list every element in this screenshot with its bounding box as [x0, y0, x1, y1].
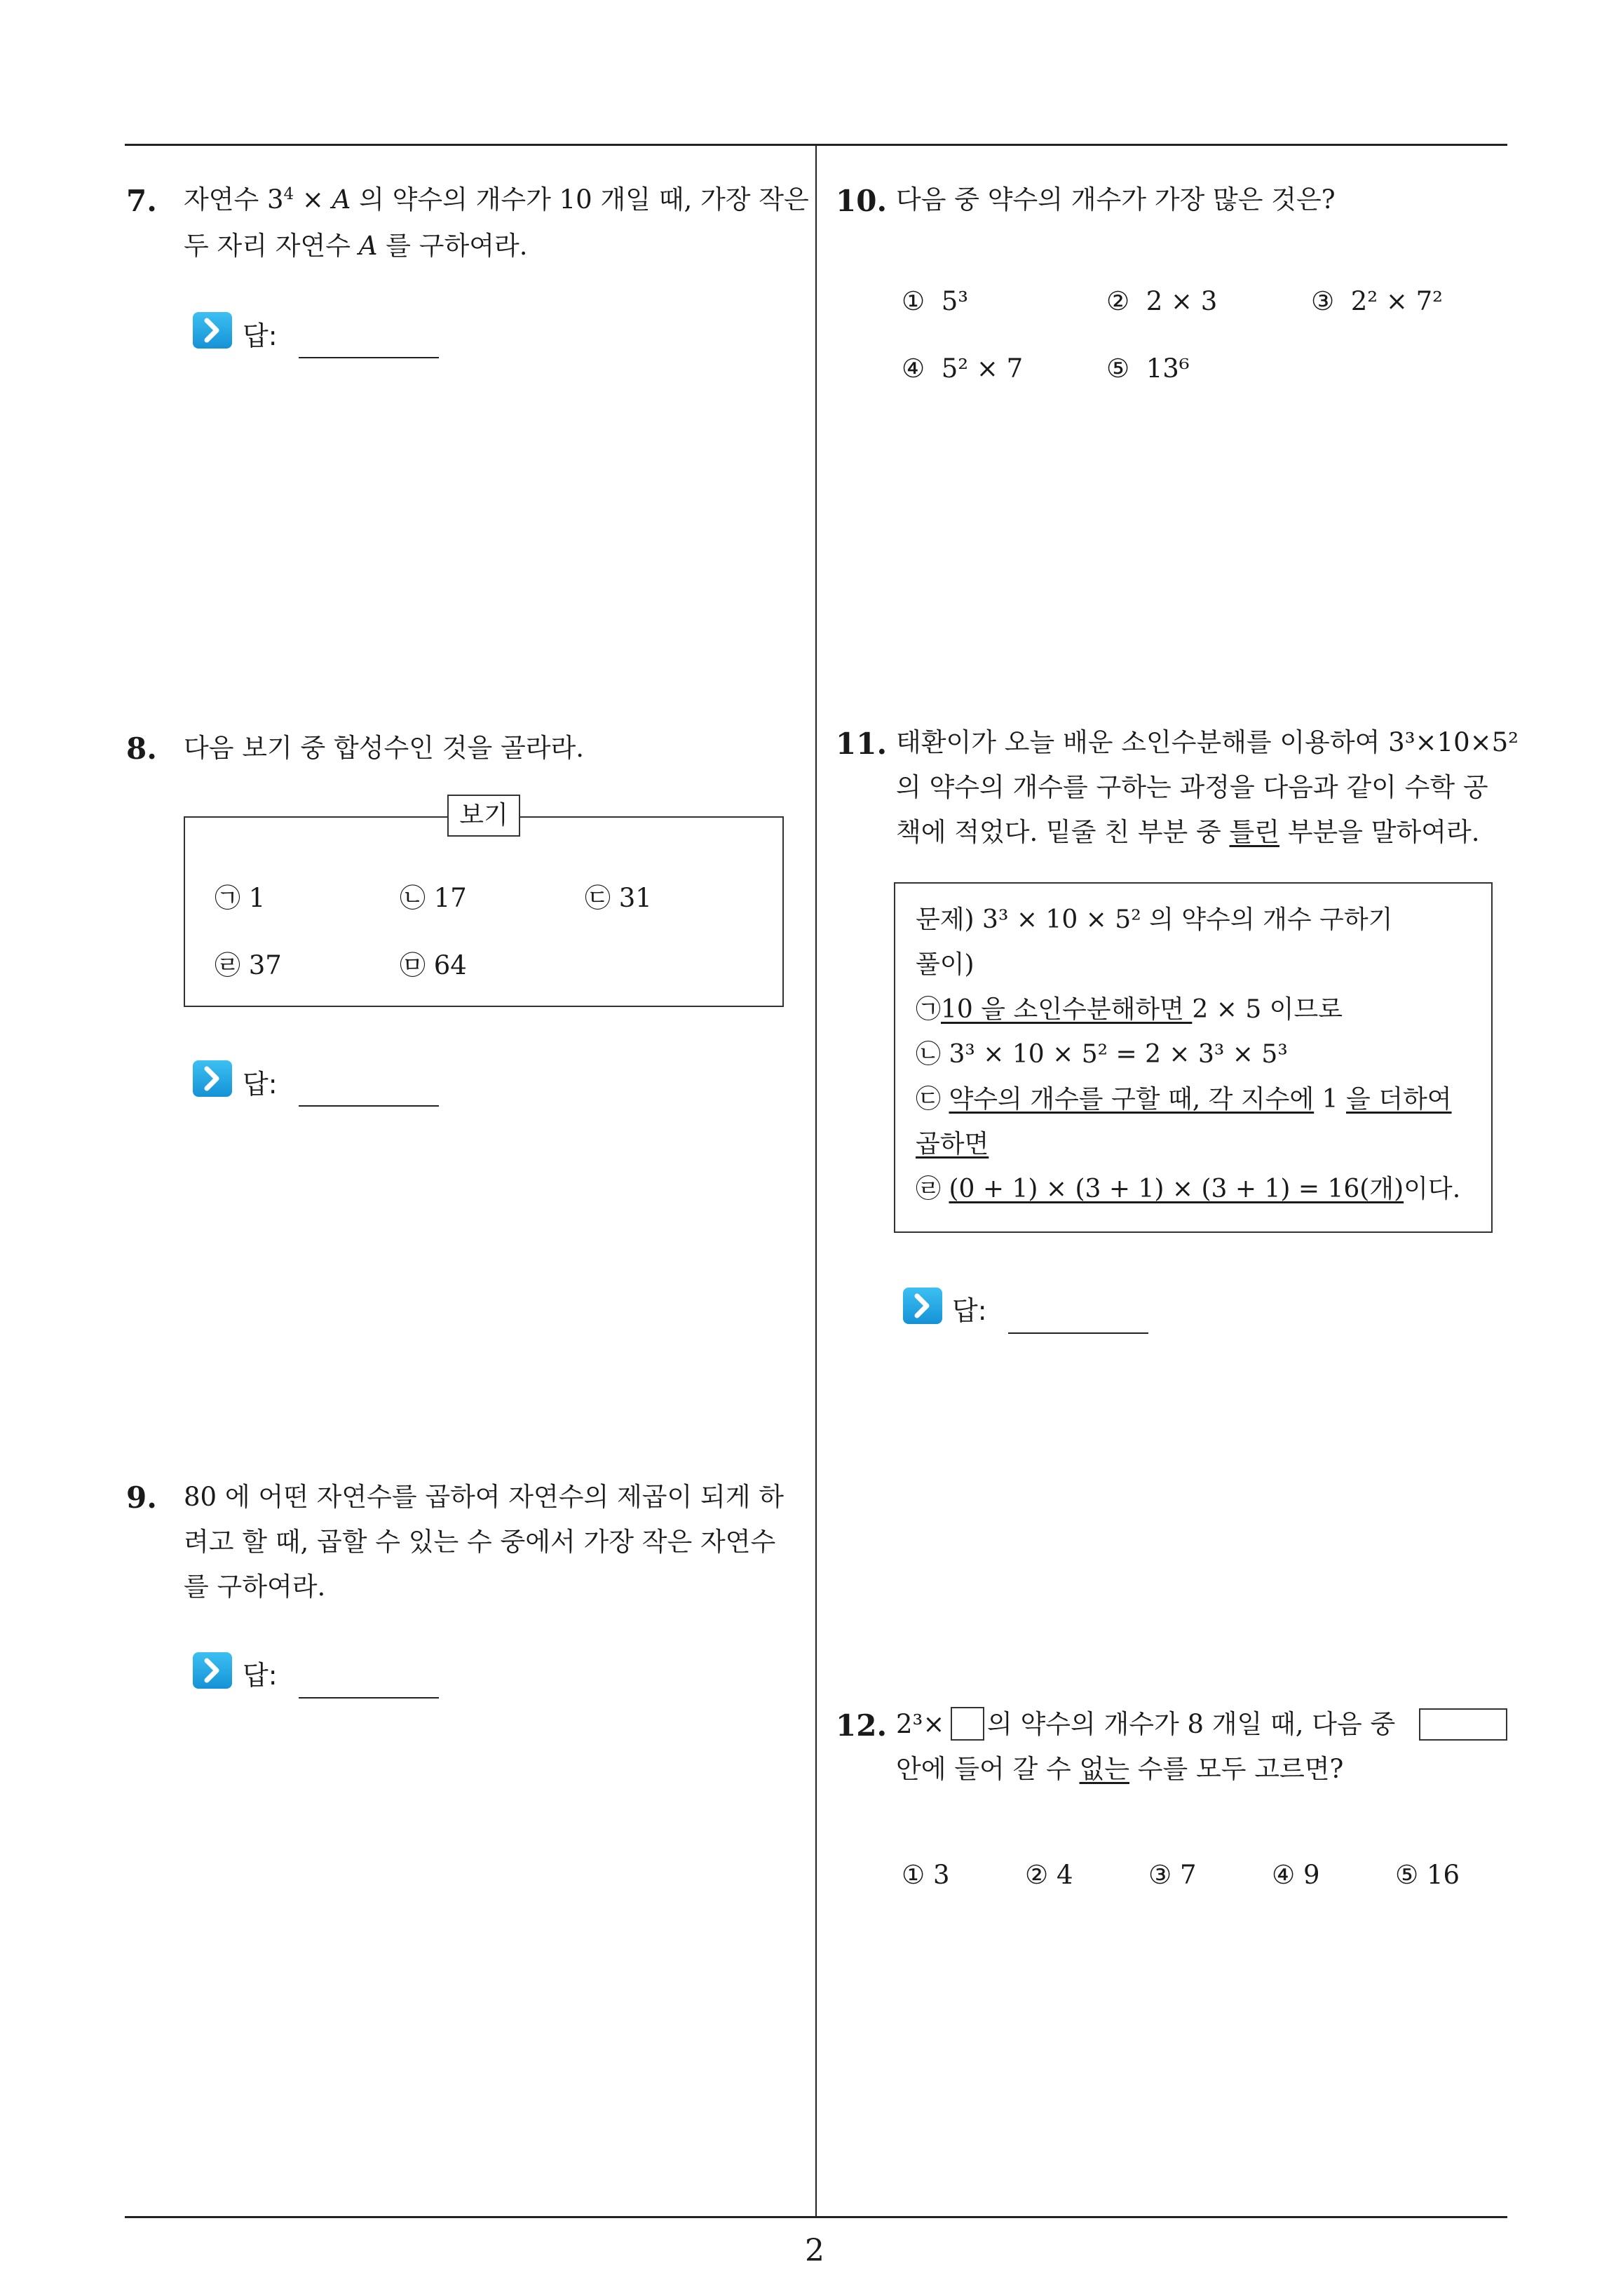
column-divider: [815, 145, 817, 2217]
solution-line-1: 문제) 3³ × 10 × 5² 의 약수의 개수 구하기: [916, 905, 1393, 934]
solution-line-2: 풀이): [916, 950, 975, 979]
solution-line-4: ㉡ 3³ × 10 × 5² = 2 × 3³ × 5³: [916, 1040, 1288, 1069]
question-text-line-1-rest: 의 약수의 개수가 8 개일 때, 다음 중: [987, 1709, 1396, 1739]
question-number: 11.: [836, 727, 888, 761]
bottom-rule: [125, 2216, 1507, 2218]
example-item-5: ㉤ 64: [400, 950, 467, 980]
option-1[interactable]: ① 5³: [902, 286, 969, 316]
example-item-3: ㉢ 31: [585, 883, 652, 913]
solution-line-3: ㉠10 을 소인수분해하면 2 × 5 이므로: [916, 995, 1343, 1024]
question-text-line-1: 2³×: [896, 1709, 945, 1739]
question-text: 다음 보기 중 합성수인 것을 골라라.: [184, 733, 584, 763]
solution-line-5: ㉢ 약수의 개수를 구할 때, 각 지수에 1 을 더하여: [916, 1085, 1452, 1114]
question-number: 12.: [836, 1708, 888, 1743]
option-3[interactable]: ③ 2² × 7²: [1311, 286, 1443, 316]
option-5[interactable]: ⑤ 16: [1395, 1860, 1460, 1890]
answer-blank[interactable]: [299, 1697, 439, 1699]
question-text-line-2: 안에 들어 갈 수 없는 수를 모두 고르면?: [896, 1754, 1344, 1784]
question-number: 7.: [126, 184, 157, 218]
solution-line-6: 곱하면: [916, 1130, 989, 1159]
question-text-line-2: 려고 할 때, 곱할 수 있는 수 중에서 가장 작은 자연수: [184, 1527, 776, 1557]
option-4[interactable]: ④ 9: [1272, 1860, 1320, 1890]
answer-label: 답:: [952, 1295, 987, 1326]
option-2[interactable]: ② 2 × 3: [1106, 286, 1218, 316]
question-text: 다음 중 약수의 개수가 가장 많은 것은?: [896, 184, 1336, 215]
answer-label: 답:: [243, 1660, 278, 1691]
blank-rect-box: [1419, 1708, 1507, 1741]
question-number: 8.: [126, 731, 157, 766]
blank-square-box: [951, 1707, 984, 1741]
question-number: 9.: [126, 1480, 157, 1515]
question-text-line-1: 80 에 어떤 자연수를 곱하여 자연수의 제곱이 되게 하: [184, 1482, 785, 1512]
option-1[interactable]: ① 3: [902, 1860, 950, 1890]
answer-blank[interactable]: [299, 357, 439, 358]
question-text-line-3: 책에 적었다. 밑줄 친 부분 중 틀린 부분을 말하여라.: [896, 817, 1480, 847]
option-4[interactable]: ④ 5² × 7: [902, 353, 1024, 384]
answer-arrow-icon: [193, 1060, 232, 1097]
question-text-line-3: 를 구하여라.: [184, 1572, 326, 1602]
answer-arrow-icon: [903, 1288, 942, 1324]
solution-line-7: ㉣ (0 + 1) × (3 + 1) × (3 + 1) = 16(개)이다.: [916, 1175, 1461, 1203]
answer-arrow-icon: [193, 312, 232, 349]
answer-blank[interactable]: [299, 1105, 439, 1107]
question-number: 10.: [836, 184, 888, 218]
answer-blank[interactable]: [1008, 1332, 1148, 1334]
answer-arrow-icon: [193, 1652, 232, 1689]
answer-label: 답:: [243, 1069, 278, 1100]
example-item-2: ㉡ 17: [400, 883, 467, 913]
option-5[interactable]: ⑤ 13⁶: [1106, 353, 1190, 384]
question-text-line-1: 태환이가 오늘 배운 소인수분해를 이용하여 3³×10×5²: [896, 727, 1519, 757]
example-item-4: ㉣ 37: [215, 950, 282, 980]
question-text-line-2: 의 약수의 개수를 구하는 과정을 다음과 같이 수학 공: [896, 772, 1488, 802]
example-item-1: ㉠ 1: [215, 883, 266, 913]
option-3[interactable]: ③ 7: [1148, 1860, 1197, 1890]
example-box-title: 보기: [447, 795, 520, 837]
answer-label: 답:: [243, 320, 278, 351]
question-text-line-1: 자연수 $3^4 \times A$ 의 약수의 개수가 10 개일 때, 가장 작은: [184, 184, 809, 215]
option-2[interactable]: ② 4: [1025, 1860, 1073, 1890]
page-number: 2: [805, 2233, 824, 2269]
question-text-line-2: 두 자리 자연수 A 를 구하여라.: [184, 231, 528, 261]
